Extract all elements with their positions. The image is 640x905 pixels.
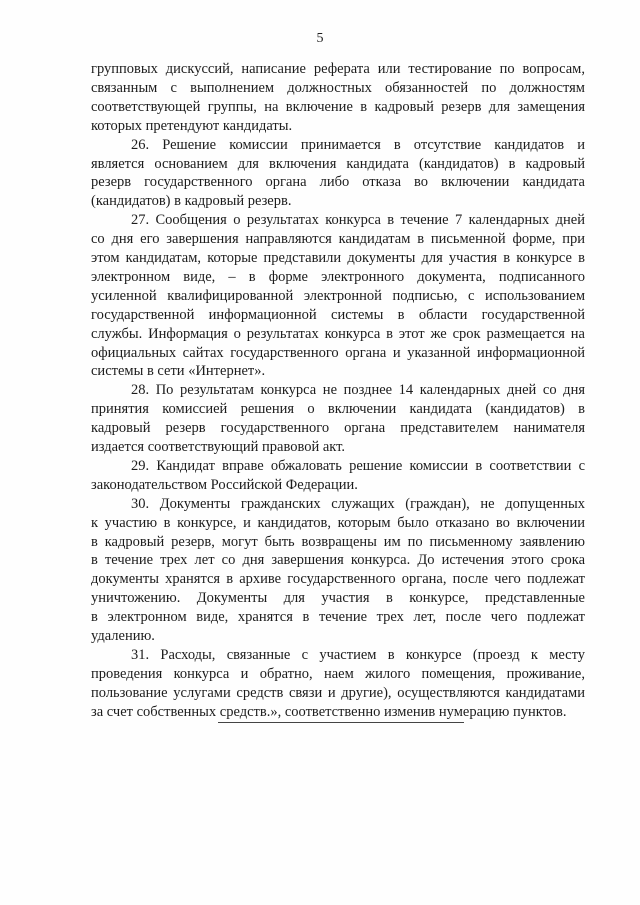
- text-line: (кандидатов) в кадровый резерв.: [91, 193, 292, 210]
- text-line: является основанием для включения кандидата (кандидатов) в кадровый: [91, 155, 585, 172]
- paragraph-start-line: 27. Сообщения о результатах конкурса в течение 7 календарных дней: [131, 212, 585, 229]
- text-line: этом кандидатам, которые представили документы для участия в конкурсе в: [91, 250, 585, 266]
- text-line: усиленной квалифицированной электронной подписью, с использованием: [91, 287, 585, 304]
- text-line: со дня его завершения направляются кандидатам в письменной форме, при: [91, 231, 585, 248]
- page-number: 5: [316, 31, 324, 46]
- text-line: проведения конкурса и обратно, наем жилого помещения, проживание,: [91, 665, 585, 682]
- paragraph-start-line: 26. Решение комиссии принимается в отсутствие кандидатов и: [131, 136, 585, 153]
- text-line: законодательством Российской Федерации.: [91, 476, 358, 493]
- text-line: системы в сети «Интернет».: [91, 363, 266, 380]
- text-line: в электронном виде, хранятся в течение трех лет, после чего подлежат: [91, 609, 585, 626]
- text-line: связанным с выполнением должностных обязанностей по должностям: [91, 79, 585, 96]
- paragraph-start-line: 31. Расходы, связанные с участием в конкурсе (проезд к месту: [131, 646, 585, 663]
- text-line: удалению.: [91, 628, 155, 644]
- text-line: в кадровый резерв, могут быть возвращены им по письменному заявлению: [91, 533, 585, 550]
- text-line: кадровый резерв государственного органа представителем нанимателя: [91, 420, 585, 437]
- text-line: групповых дискуссий, написание реферата или тестирование по вопросам,: [91, 61, 585, 77]
- text-line: к участию в конкурсе, и кандидатов, которым было отказано во включении: [91, 514, 585, 531]
- text-line: за счет собственных средств.», соответственно изменив нумерацию пунктов.: [91, 703, 567, 720]
- paragraph-start-line: 28. По результатам конкурса не позднее 14 календарных дней со дня: [131, 382, 585, 399]
- text-line: официальных сайтах государственного органа и указанной информационной: [91, 344, 585, 361]
- paragraph-start-line: 29. Кандидат вправе обжаловать решение комиссии в соответствии с: [131, 457, 585, 474]
- text-line: документы хранятся в архиве государственного органа, после чего подлежат: [91, 571, 585, 588]
- text-line: в течение трех лет со дня завершения конкурса. До истечения этого срока: [91, 552, 585, 569]
- text-line: службы. Информация о результатах конкурса в этот же срок размещается на: [91, 325, 585, 342]
- paragraph-start-line: 30. Документы гражданских служащих (граждан), не допущенных: [131, 495, 585, 512]
- text-line: принятия комиссией решения о включении кандидата (кандидатов) в: [91, 401, 585, 418]
- end-rule: [218, 722, 464, 723]
- text-line: издается соответствующий правовой акт.: [91, 439, 346, 455]
- text-line: электронном виде, – в форме электронного документа, подписанного: [91, 268, 585, 285]
- text-line: соответствующей группы, на включение в кадровый резерв для замещения: [91, 98, 585, 115]
- text-line: уничтожению. Документы для участия в конкурсе, представленные: [91, 590, 585, 607]
- text-line: которых претендуют кандидаты.: [91, 117, 293, 134]
- text-line: резерв государственного органа либо отказа во включении кандидата: [91, 174, 585, 191]
- text-line: пользование услугами средств связи и другие), осуществляются кандидатами: [91, 684, 585, 701]
- text-line: государственной информационной системы в области государственной: [91, 306, 585, 323]
